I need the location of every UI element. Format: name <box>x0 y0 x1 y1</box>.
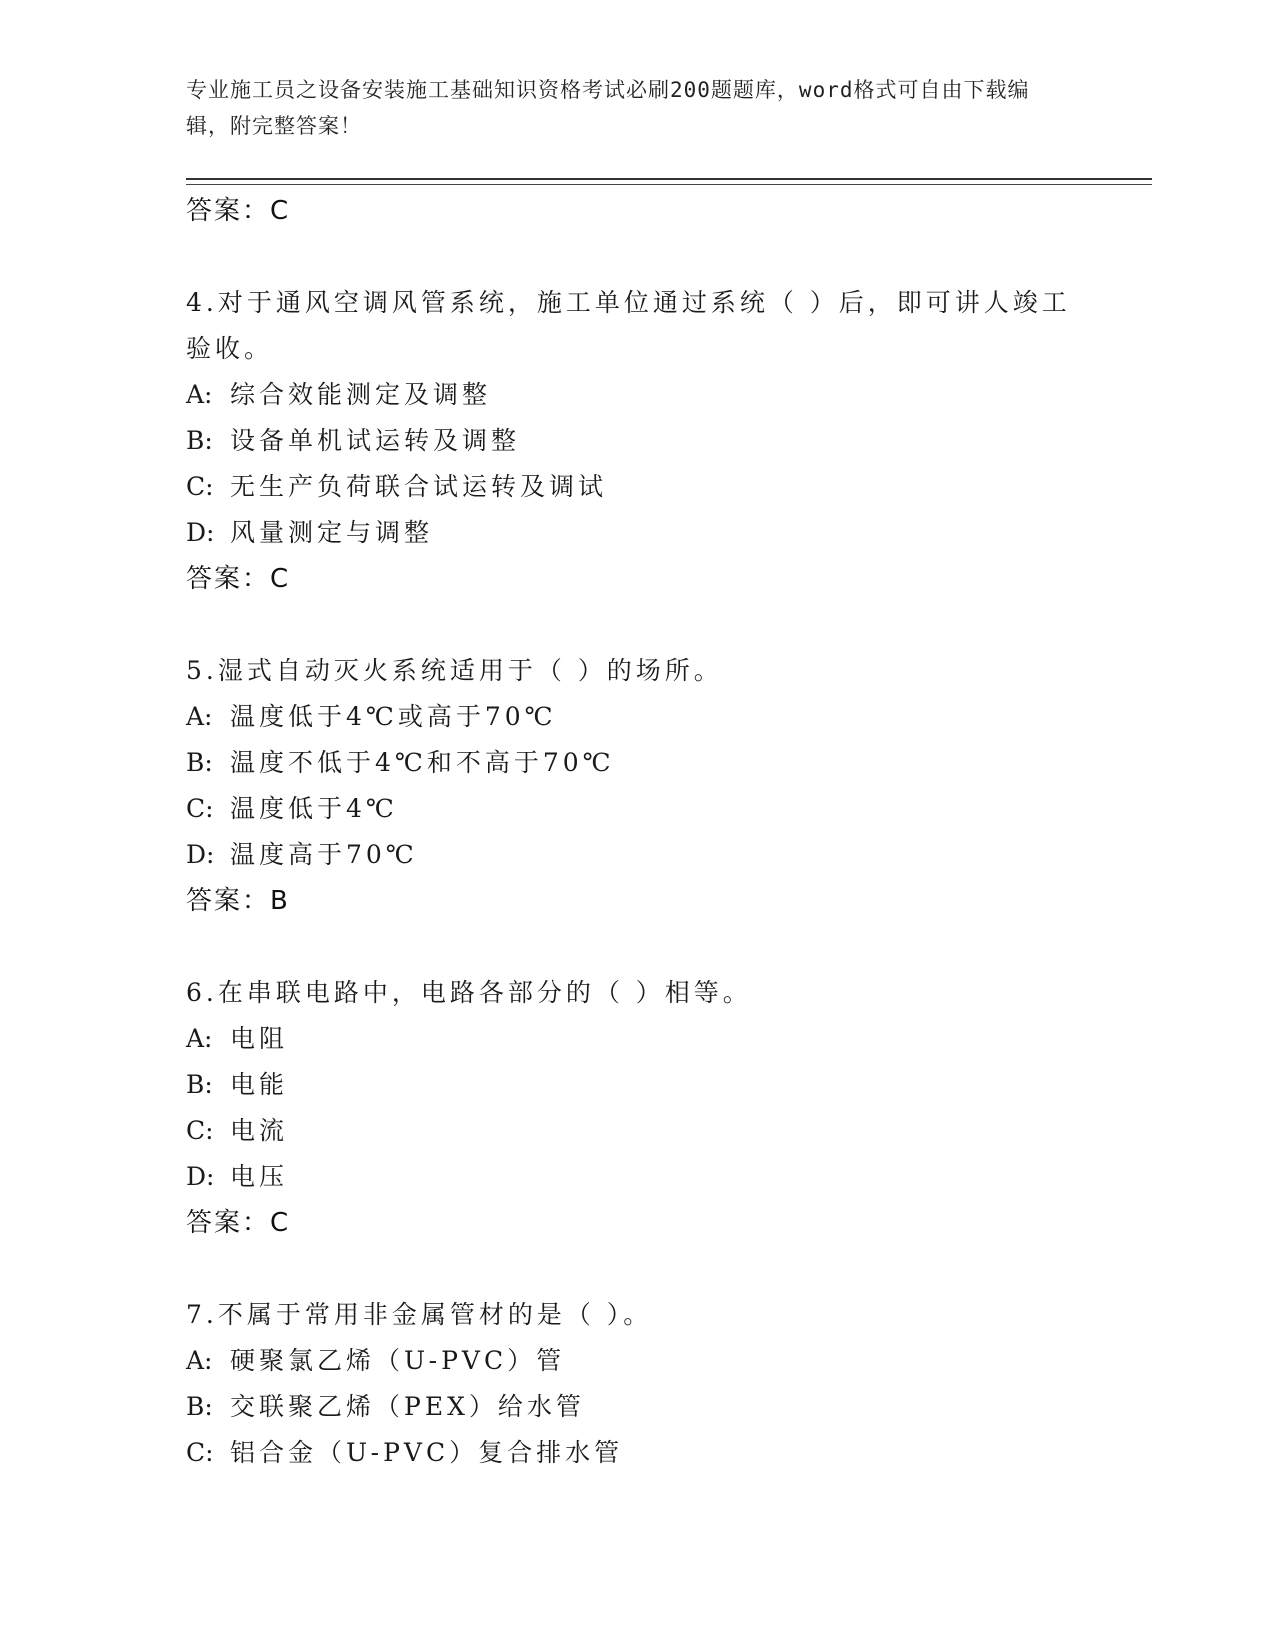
option-key: D: <box>186 518 215 547</box>
option-d <box>186 1154 1086 1200</box>
question-stem: 7.不属于常用非金属管材的是（ ）。 <box>186 1300 653 1329</box>
option-key: C: <box>186 1438 214 1467</box>
header-rule-thin <box>186 184 1152 185</box>
page-header: 专业施工员之设备安装施工基础知识资格考试必刷200题题库，word格式可自由下载编辑，附完整答案！ <box>186 78 1030 138</box>
option-b <box>186 1384 1086 1430</box>
option-key: C: <box>186 794 214 823</box>
option-b <box>186 740 1086 786</box>
option-text: 电阻 <box>230 1024 289 1053</box>
option-text: 风量测定与调整 <box>230 518 434 547</box>
answer-line: 答案：C <box>186 1208 291 1238</box>
header-rule-thick <box>186 178 1152 180</box>
option-text: 温度不低于4℃和不高于70℃ <box>230 748 615 777</box>
option-key: B: <box>186 1392 213 1421</box>
option-key: C: <box>186 1116 214 1145</box>
option-key: A: <box>186 1024 213 1053</box>
option-a <box>186 372 1086 418</box>
option-c <box>186 1108 1086 1154</box>
option-text: 电流 <box>230 1116 289 1145</box>
option-b <box>186 418 1086 464</box>
question-stem: 6.在串联电路中，电路各部分的（ ）相等。 <box>186 978 752 1007</box>
option-text: 设备单机试运转及调整 <box>230 426 521 455</box>
option-key: C: <box>186 472 214 501</box>
option-d <box>186 832 1086 878</box>
option-text: 温度低于4℃ <box>230 794 398 823</box>
option-c <box>186 464 1086 510</box>
answer-line: 答案：C <box>186 564 291 594</box>
option-key: A: <box>186 1346 213 1375</box>
option-key: D: <box>186 1162 215 1191</box>
option-text: 交联聚乙烯（PEX）给水管 <box>230 1392 585 1421</box>
option-key: B: <box>186 748 213 777</box>
answer-line: 答案：B <box>186 886 290 916</box>
option-key: A: <box>186 380 213 409</box>
option-text: 硬聚氯乙烯（U-PVC）管 <box>230 1346 566 1375</box>
option-text: 电能 <box>230 1070 289 1099</box>
option-text: 铝合金（U-PVC）复合排水管 <box>230 1438 624 1467</box>
option-key: A: <box>186 702 213 731</box>
option-a <box>186 1338 1086 1384</box>
option-key: D: <box>186 840 215 869</box>
option-text: 无生产负荷联合试运转及调试 <box>230 472 608 501</box>
question-stem: 5.湿式自动灭火系统适用于（ ）的场所。 <box>186 656 723 685</box>
option-a <box>186 1016 1086 1062</box>
option-c <box>186 786 1086 832</box>
question-stem: 4.对于通风空调风管系统，施工单位通过系统（ ）后，即可讲人竣工验收。 <box>186 288 1071 363</box>
option-text: 电压 <box>230 1162 289 1191</box>
option-b <box>186 1062 1086 1108</box>
option-key: B: <box>186 1070 213 1099</box>
answer-line: 答案：C <box>186 196 291 226</box>
question-list <box>186 188 1086 1476</box>
option-a <box>186 694 1086 740</box>
option-text: 温度高于70℃ <box>230 840 418 869</box>
option-key: B: <box>186 426 213 455</box>
option-c <box>186 1430 1086 1476</box>
option-text: 综合效能测定及调整 <box>230 380 492 409</box>
option-d <box>186 510 1086 556</box>
option-text: 温度低于4℃或高于70℃ <box>230 702 557 731</box>
